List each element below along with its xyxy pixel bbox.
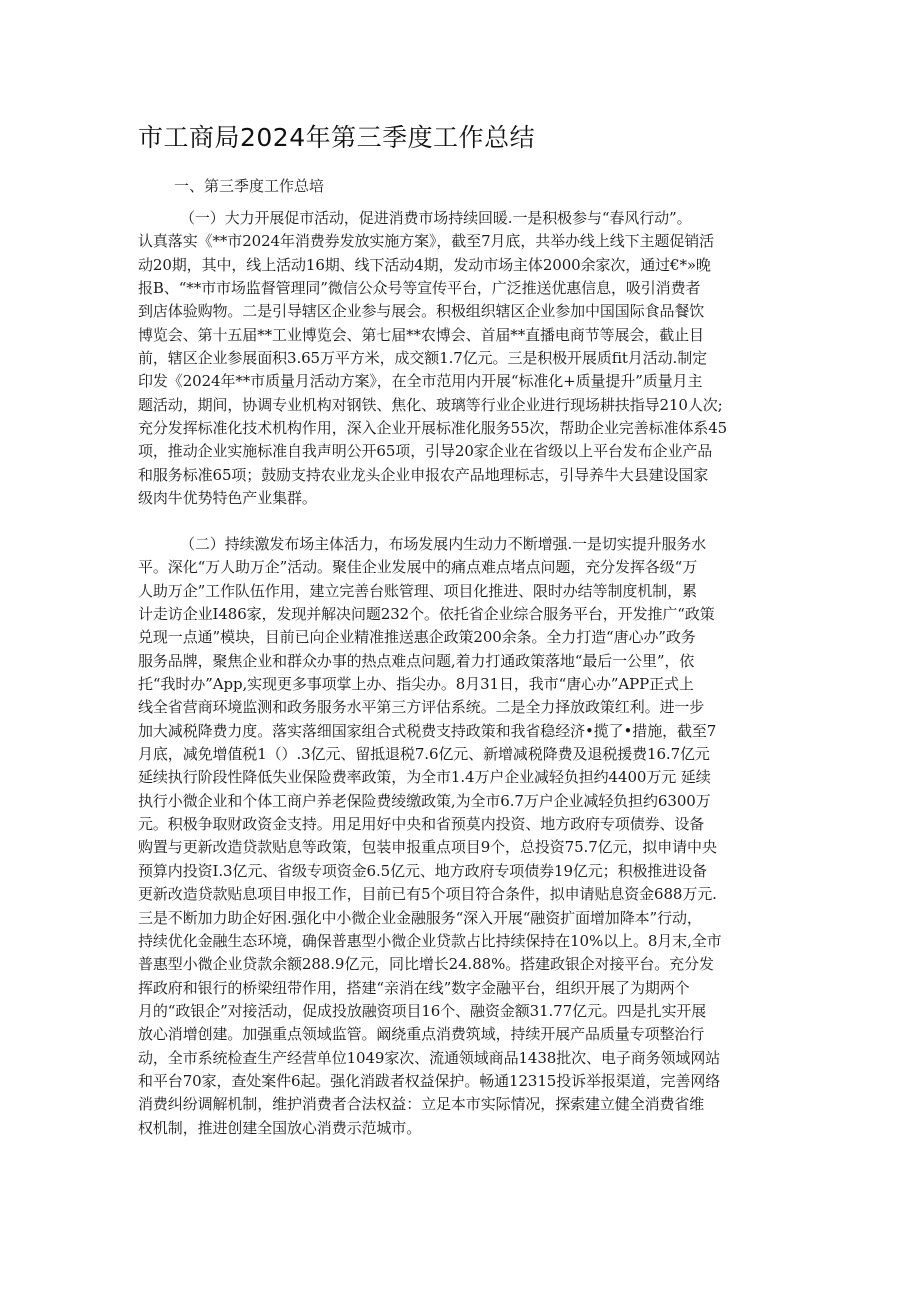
paragraph-line: 三是不断加力助企好困.强化中小微企业金融服务“深入开展“融资扩面增加降本”行动， xyxy=(138,908,702,927)
paragraph-1 xyxy=(138,207,788,510)
paragraph-line: 更新改造贷款贴息项目申报工作，目前已有5个项目符合条件，拟申请贴息资金688万元. xyxy=(138,885,717,904)
paragraph-line: 权机制，推进创建全国放心消费示范城市。 xyxy=(138,1118,422,1137)
paragraph-line: 印发《2024年**市质量月活动方案》，在全市范用内开展“标准化+质量提升”质量月主 xyxy=(138,372,703,391)
paragraph-line: 消费纠纷调解机制，维护消费者合法权益：立足本市实际情况，探索建立健全消费省维 xyxy=(138,1095,705,1114)
paragraph-line: 延续执行阶段性降低失业保险费率政策，为全市1.4万户企业减轻负担约4400万元 延续 xyxy=(138,768,711,787)
paragraph-line: 和服务标准65项；鼓励支持农业龙头企业申报农产品地理标志，引导养牛大县建设国家 xyxy=(138,465,709,484)
paragraph-line: 前，辖区企业参展面积3.65万平方米，成交额1.7亿元。三是积极开展质fit月活动.制定 xyxy=(138,349,708,368)
paragraph-line: 人助万企”工作队伍作用，建立完善台账管理、项目化推进、限时办结等制度机制，累 xyxy=(138,581,697,600)
paragraph-line: 兑现一点通”模块，目前已向企业精准推送惠企政策200余条。全力打造“唐心办”政务 xyxy=(138,628,696,647)
paragraph-line: 认真落实《**市2024年消费券发放实施方案》，截至7月底，共举办线上线下主题促销活 xyxy=(138,232,715,251)
paragraph-line: 级肉牛优势特色产业集群。 xyxy=(138,489,317,508)
paragraph-line: 托“我时办”App,实现更多事项掌上办、指尖办。8月31日，我市“唐心办”APP正式上 xyxy=(138,675,694,694)
paragraph-line: 服务品牌，聚焦企业和群众办事的热点难点问题,着力打通政策落地“最后一公里”，依 xyxy=(138,651,695,670)
paragraph-line: 报B、“**市市场监督管理同”微信公众号等宣传平台，广泛推送优惠信息，吸引消费者 xyxy=(138,279,701,298)
paragraph-line: 线全省营商环境监测和政务服务水平第三方评估系统。二是全力择放政策红利。进一步 xyxy=(138,698,705,717)
paragraph-line: 月的“政银企”对接活动，促成投放融资项目16个、融资金额31.77亿元。四是扎实开展 xyxy=(138,1001,707,1020)
paragraph-line: 执行小微企业和个体工商户养老保险费绫缴政策,为全市6.7万户企业减轻负担约6300万 xyxy=(138,791,711,810)
paragraph-line: 元。积极争取财政资金支持。用足用好中央和省预莫内投资、地方政府专项债券、设备 xyxy=(138,815,705,834)
paragraph-line: 预算内投资I.3亿元、省级专项资金6.5亿元、地方政府专项债券19亿元；积极推进设备 xyxy=(138,861,707,880)
paragraph-line: 月底，减免增值税1（）.3亿元、留抵退税7.6亿元、新增减税降费及退税援费16.7亿元 xyxy=(138,745,710,764)
paragraph-line: （一）大力开展促市活动，促进消费市场持续回暖.一是积极参与“春风行动”。 xyxy=(180,209,692,227)
paragraph-2 xyxy=(138,533,788,1140)
paragraph-line: 到店体验购物。二是引导辖区企业参与展会。积极组织辖区企业参加中国国际食品餐饮 xyxy=(138,302,705,321)
document-title: 市工商局2024年第三季度工作总结 xyxy=(138,123,536,152)
paragraph-line: 动，全市系统检查生产经营单位1049家次、流通领域商品1438批次、电子商务领域网站 xyxy=(138,1048,721,1067)
paragraph-line: 放心消增创建。加强重点领域监管。阚绕重点消费筑域，持续开展产品质量专项整治行 xyxy=(138,1025,705,1044)
section-heading: 一、第三季度工作总培 xyxy=(174,177,325,195)
paragraph-line: 平。深化“万人助万企”活动。聚佳企业发展中的痛点难点堵点问题，充分发挥各级“万 xyxy=(138,558,698,577)
paragraph-line: 博览会、第十五届**工业博览会、第七届**农博会、首届**直播电商节等展会，截止目 xyxy=(138,325,704,344)
paragraph-line: 购置与更新改造贷款贴息等政策，包装申报重点项目9个，总投资75.7亿元，拟申请中央 xyxy=(138,838,717,857)
paragraph-line: 持续优化金融生态环境，确保普惠型小微企业贷款占比持续保持在10%以上。8月末,全市 xyxy=(138,931,722,950)
paragraph-line: 普惠型小微企业贷款余额288.9亿元，同比增长24.88%。搭建政银企对接平台。充分发 xyxy=(138,955,714,974)
paragraph-line: 和平台70家，查处案件6起。强化消跋者权益保护。畅通12315投诉举报渠道，完善网络 xyxy=(138,1071,721,1090)
paragraph-line: 题活动，期间，协调专业机构对钢铁、焦化、玻璃等行业企业进行现场耕扶指导210人次; xyxy=(138,395,723,414)
paragraph-line: 加大减税降费力度。落实落细国家组合式税费支持政策和我省稳经济•揽了•措施，截至7 xyxy=(138,721,717,740)
paragraph-line: 充分发挥标准化技术机构作用，深入企业开展标准化服务55次，帮助企业完善标准体系45 xyxy=(138,419,728,438)
paragraph-line: 挥政府和银行的桥梁纽带作用，搭建“亲消在线”数字金融平台，组织开展了为期两个 xyxy=(138,978,690,997)
paragraph-line: 项，推动企业实施标准自我声明公开65项，引导20家企业在省级以上平台发布企业产品 xyxy=(138,442,713,461)
paragraph-line: 计走访企业I486家，发现并解决问题232个。依托省企业综合服务平台，开发推广“政策 xyxy=(138,605,715,624)
paragraph-line: （二）持续激发布场主体活力，布场发展内生动力不断增强.一是切实提升服务水 xyxy=(180,535,707,553)
paragraph-line: 动20期，其中，线上活动16期、线下活动4期，发动市场主体2000余家次，通过€*»晚 xyxy=(138,255,711,274)
